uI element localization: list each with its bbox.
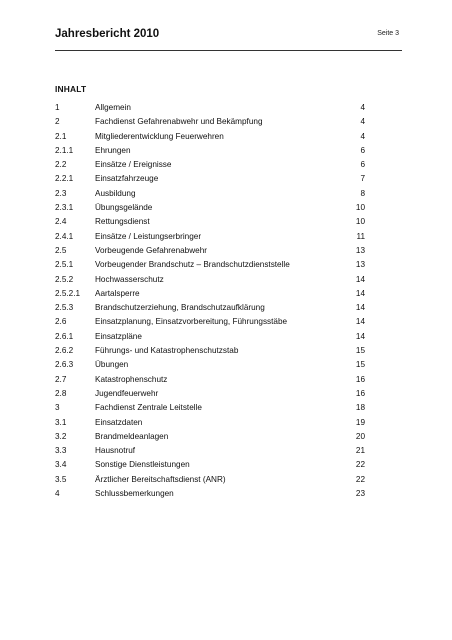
toc-entry	[55, 317, 365, 331]
toc-entry-number: 2.5.1	[55, 260, 74, 270]
toc-entry-number: 2.3.1	[55, 203, 74, 213]
toc-entry	[55, 246, 365, 260]
toc-entry	[55, 489, 365, 503]
toc-entry-page: 4	[360, 117, 365, 127]
toc-heading: INHALT	[55, 84, 87, 94]
toc-entry	[55, 389, 365, 403]
toc-entry-title: Ausbildung	[95, 188, 136, 198]
toc-entry-title: Führungs- und Katastrophenschutzstab	[95, 346, 239, 356]
toc-entry-title: Mitgliederentwicklung Feuerwehren	[95, 131, 224, 141]
toc-entry-title: Einsatzfahrzeuge	[95, 174, 159, 184]
toc-entry-page: 14	[355, 274, 365, 284]
toc-entry	[55, 403, 365, 417]
toc-entry	[55, 418, 365, 432]
toc-entry-title: Allgemein	[95, 103, 131, 112]
header-divider	[55, 50, 402, 51]
toc-entry	[55, 189, 365, 203]
toc-entry-page: 16	[355, 374, 365, 384]
toc-entry	[55, 432, 365, 446]
toc-entry	[55, 217, 365, 231]
toc-entry-page: 6	[360, 160, 365, 170]
toc-entry	[55, 174, 365, 188]
toc-entry	[55, 346, 365, 360]
toc-entry-number: 3	[55, 403, 60, 413]
toc-entry	[55, 203, 365, 217]
toc-entry-number: 2.6.1	[55, 331, 74, 341]
toc-entry-page: 6	[360, 145, 365, 155]
toc-entry-title: Einsätze / Leistungserbringer	[95, 231, 202, 241]
toc-entry-number: 2.6.2	[55, 346, 74, 356]
toc-entry	[55, 103, 365, 117]
toc-entry-number: 2.1	[55, 131, 67, 141]
toc-entry-page: 18	[355, 403, 365, 413]
toc-entry-page: 23	[355, 489, 365, 499]
report-title: Jahresbericht 2010	[55, 28, 160, 40]
toc-entry-number: 2.5	[55, 245, 67, 255]
toc-entry-title: Fachdienst Zentrale Leitstelle	[95, 403, 202, 413]
toc-entry-page: 10	[355, 203, 365, 213]
toc-entry-page: 14	[355, 303, 365, 313]
toc-entry	[55, 303, 365, 317]
toc-entry	[55, 117, 365, 131]
toc-entry-page: 20	[355, 431, 365, 441]
toc-entry-number: 2.2.1	[55, 174, 74, 184]
toc-entry	[55, 160, 365, 174]
toc-entry-title: Schlussbemerkungen	[95, 489, 174, 499]
toc-entry-title: Hausnotruf	[95, 446, 136, 456]
toc-entry-page: 13	[355, 245, 365, 255]
toc-entry-title: Übungen	[95, 360, 129, 370]
toc-entry-title: Brandmeldeanlagen	[95, 431, 169, 441]
toc-entry-number: 3.3	[55, 446, 67, 456]
toc-entry-page: 14	[355, 288, 365, 298]
table-of-contents	[55, 103, 365, 503]
toc-entry-number: 2.2	[55, 160, 67, 170]
toc-entry-title: Hochwasserschutz	[95, 274, 164, 284]
toc-entry	[55, 260, 365, 274]
toc-entry-page: 11	[356, 231, 365, 241]
toc-entry-page: 10	[355, 217, 365, 227]
toc-entry-number: 1	[55, 103, 60, 112]
toc-entry-title: Sonstige Dienstleistungen	[95, 460, 190, 470]
toc-entry	[55, 375, 365, 389]
toc-entry-number: 2.7	[55, 374, 67, 384]
toc-entry-number: 2.4	[55, 217, 67, 227]
toc-entry-number: 2.4.1	[55, 231, 74, 241]
toc-entry-number: 2.8	[55, 388, 67, 398]
toc-entry-title: Einsatzpläne	[95, 331, 142, 341]
toc-entry-page: 16	[355, 388, 365, 398]
toc-entry-page: 4	[360, 103, 365, 112]
toc-entry-number: 2.6	[55, 317, 67, 327]
toc-entry-number: 4	[55, 489, 60, 499]
toc-entry-page: 22	[355, 474, 365, 484]
toc-entry-title: Vorbeugender Brandschutz – Brandschutzdienststelle	[95, 260, 290, 270]
toc-entry-title: Ehrungen	[95, 145, 131, 155]
toc-entry-title: Rettungsdienst	[95, 217, 150, 227]
toc-entry	[55, 475, 365, 489]
toc-entry-title: Vorbeugende Gefahrenabwehr	[95, 245, 207, 255]
toc-entry-number: 2.1.1	[55, 145, 74, 155]
toc-entry-title: Ärztlicher Bereitschaftsdienst (ANR)	[95, 474, 226, 484]
toc-entry-title: Einsätze / Ereignisse	[95, 160, 172, 170]
toc-entry-number: 3.1	[55, 417, 67, 427]
toc-entry	[55, 132, 365, 146]
toc-entry-title: Aartalsperre	[95, 288, 140, 298]
toc-entry-page: 22	[355, 460, 365, 470]
toc-entry	[55, 332, 365, 346]
toc-entry-title: Fachdienst Gefahrenabwehr und Bekämpfung	[95, 117, 263, 127]
toc-entry-page: 8	[360, 188, 365, 198]
toc-entry-number: 2	[55, 117, 60, 127]
toc-entry-number: 2.6.3	[55, 360, 74, 370]
toc-entry-page: 15	[355, 346, 365, 356]
page-number: Seite 3	[377, 30, 399, 37]
toc-entry-page: 19	[355, 417, 365, 427]
toc-entry-number: 3.2	[55, 431, 67, 441]
toc-entry	[55, 446, 365, 460]
toc-entry-number: 3.5	[55, 474, 67, 484]
toc-entry-number: 2.5.2	[55, 274, 74, 284]
toc-entry	[55, 289, 365, 303]
toc-entry	[55, 360, 365, 374]
toc-entry-number: 2.5.3	[55, 303, 74, 313]
toc-entry-title: Einsatzdaten	[95, 417, 143, 427]
toc-entry-page: 7	[360, 174, 365, 184]
toc-entry-title: Übungsgelände	[95, 203, 153, 213]
toc-entry-number: 3.4	[55, 460, 67, 470]
toc-entry-title: Brandschutzerziehung, Brandschutzaufklärung	[95, 303, 265, 313]
toc-entry	[55, 460, 365, 474]
toc-entry-page: 4	[360, 131, 365, 141]
toc-entry-page: 15	[355, 360, 365, 370]
toc-entry	[55, 146, 365, 160]
toc-entry-page: 14	[355, 331, 365, 341]
toc-entry-title: Einsatzplanung, Einsatzvorbereitung, Führungsstäbe	[95, 317, 288, 327]
toc-entry-page: 21	[355, 446, 365, 456]
toc-entry-number: 2.5.2.1	[55, 288, 81, 298]
toc-entry	[55, 232, 365, 246]
toc-entry-number: 2.3	[55, 188, 67, 198]
toc-entry-page: 14	[355, 317, 365, 327]
toc-entry-title: Jugendfeuerwehr	[95, 388, 159, 398]
toc-entry	[55, 275, 365, 289]
toc-entry-page: 13	[355, 260, 365, 270]
toc-entry-title: Katastrophenschutz	[95, 374, 168, 384]
